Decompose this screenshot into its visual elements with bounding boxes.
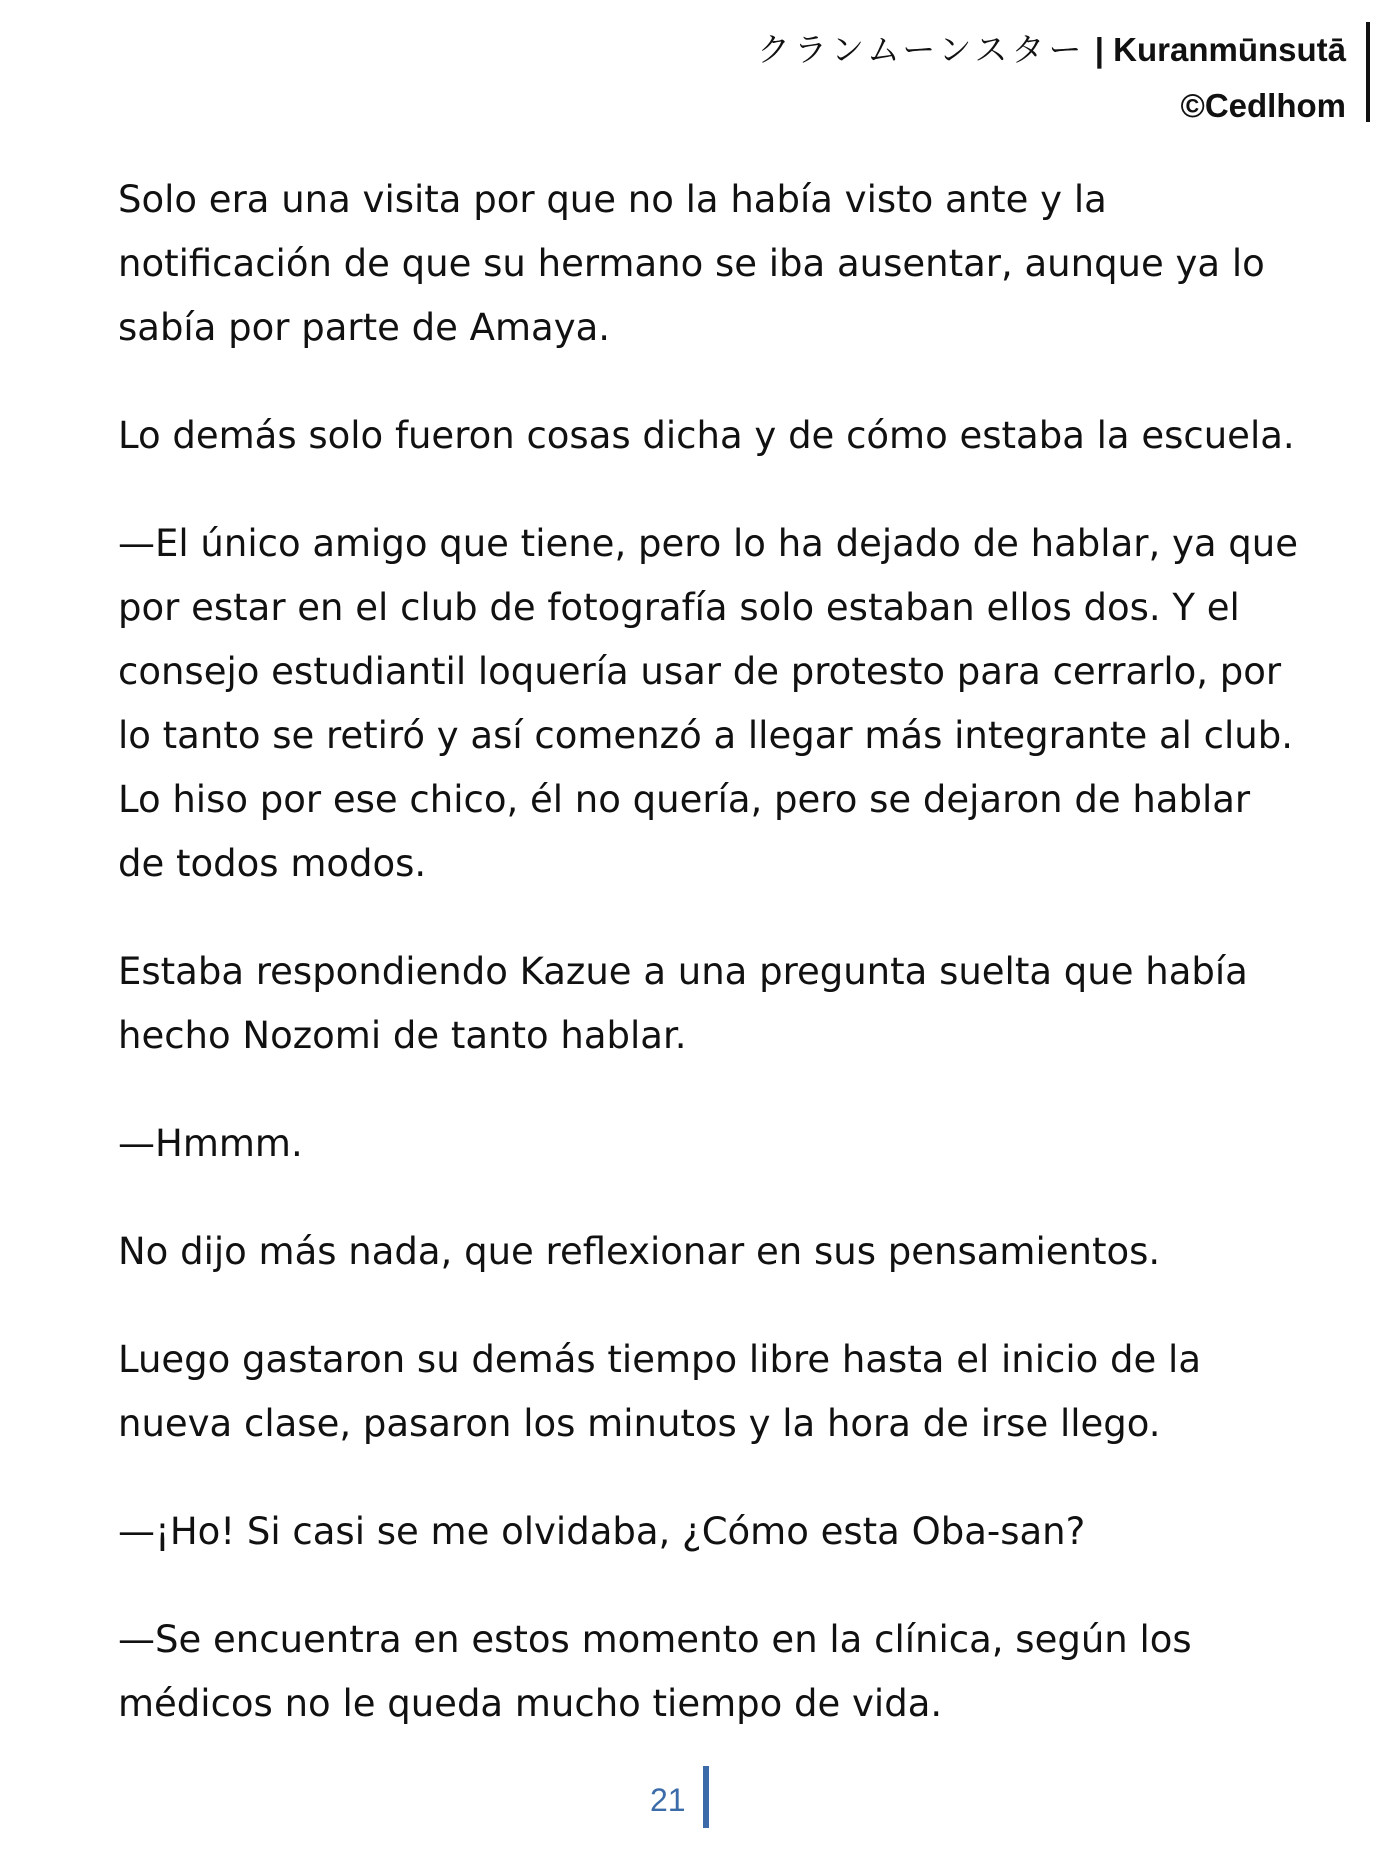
header-divider bbox=[1366, 22, 1370, 122]
page-number-bar bbox=[703, 1766, 709, 1828]
paragraph: No dijo más nada, que reflexionar en sus pensamientos. bbox=[118, 1230, 1161, 1273]
paragraph: Luego gastaron su demás tiempo libre hasta el inicio de la nueva clase, pasaron los minutos y la hora de irse llego. bbox=[118, 1338, 1202, 1445]
paragraph: Lo demás solo fueron cosas dicha y de cómo estaba la escuela. bbox=[118, 414, 1295, 457]
page-header bbox=[757, 22, 1346, 134]
page-body bbox=[118, 168, 1318, 1780]
header-title-jp: クランムーンスター bbox=[757, 30, 1086, 69]
header-title-line bbox=[757, 22, 1346, 78]
page-number: 21 bbox=[650, 1782, 686, 1818]
header-separator: | bbox=[1094, 31, 1104, 68]
paragraph: Estaba respondiendo Kazue a una pregunta suelta que había hecho Nozomi de tanto hablar. bbox=[118, 950, 1248, 1057]
paragraph: —El único amigo que tiene, pero lo ha dejado de hablar, ya que por estar en el club de fotografía solo estaban ellos dos. Y el consejo estudiantil loquería usar de protesto para cerrarlo, por lo tanto se retiró y así comenzó a llegar más integrante al club. Lo hiso por ese chico, él no quería, pero se dejaron de hablar de todos modos. bbox=[118, 522, 1299, 885]
paragraph: Solo era una visita por que no la había visto ante y la notificación de que su hermano se iba ausentar, aunque ya lo sabía por parte de Amaya. bbox=[118, 178, 1265, 349]
header-title-romaji: Kuranmūnsutā bbox=[1113, 31, 1346, 68]
paragraph: —¡Ho! Si casi se me olvidaba, ¿Cómo esta Oba-san? bbox=[118, 1510, 1086, 1553]
header-author: ©Cedlhom bbox=[1180, 87, 1346, 124]
paragraph: —Se encuentra en estos momento en la clínica, según los médicos no le queda mucho tiempo de vida. bbox=[118, 1618, 1192, 1725]
paragraph: —Hmmm. bbox=[118, 1122, 303, 1165]
